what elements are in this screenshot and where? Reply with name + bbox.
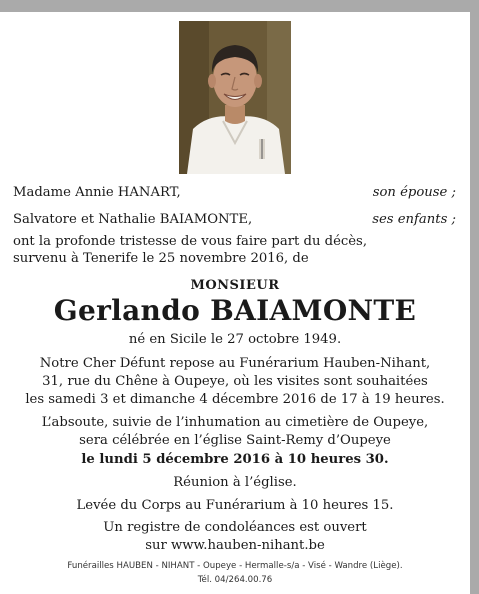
repose-line-2: 31, rue du Chêne à Oupeye, où les visites sont souhaitées	[42, 374, 428, 389]
deceased-title: MONSIEUR	[190, 278, 280, 293]
birth-info: né en Sicile le 27 octobre 1949.	[128, 332, 342, 347]
repose-line-1: Notre Cher Défunt repose au Funérarium Hauben-Nihant,	[39, 356, 431, 371]
ceremony-line-1: L’absoute, suivie de l’inhumation au cimetière de Oupeye,	[41, 415, 429, 430]
obituary-notice	[0, 12, 470, 594]
reunion-info: Réunion à l’église.	[173, 475, 297, 490]
portrait-photo	[179, 21, 291, 174]
levee-info: Levée du Corps au Funérarium à 10 heures 15.	[76, 498, 394, 513]
ceremony-line-2: sera célébrée en l’église Saint-Remy d’Oupeye	[79, 433, 391, 448]
footer-phone: Tél. 04/264.00.76	[197, 575, 273, 585]
portrait-illustration	[179, 21, 291, 174]
repose-line-3: les samedi 3 et dimanche 4 décembre 2016 de 17 à 19 heures.	[25, 392, 445, 407]
family-member-2-relation: ses enfants ;	[372, 212, 456, 227]
family-member-1-name: Madame Annie HANART,	[13, 185, 181, 200]
ceremony-date: le lundi 5 décembre 2016 à 10 heures 30.	[81, 452, 389, 467]
deceased-name: Gerlando BAIAMONTE	[53, 294, 417, 327]
announcement-line-2: survenu à Tenerife le 25 novembre 2016, de	[13, 251, 309, 266]
family-member-2-name: Salvatore et Nathalie BAIAMONTE,	[13, 212, 253, 227]
footer-funeral-home: Funérailles HAUBEN - NIHANT - Oupeye - Hermalle-s/a - Visé - Wandre (Liège).	[67, 561, 403, 571]
family-member-1-relation: son épouse ;	[372, 185, 456, 200]
register-line-1: Un registre de condoléances est ouvert	[103, 520, 367, 535]
announcement-line-1: ont la profonde tristesse de vous faire part du décès,	[13, 234, 368, 249]
register-line-2: sur www.hauben-nihant.be	[145, 538, 325, 553]
